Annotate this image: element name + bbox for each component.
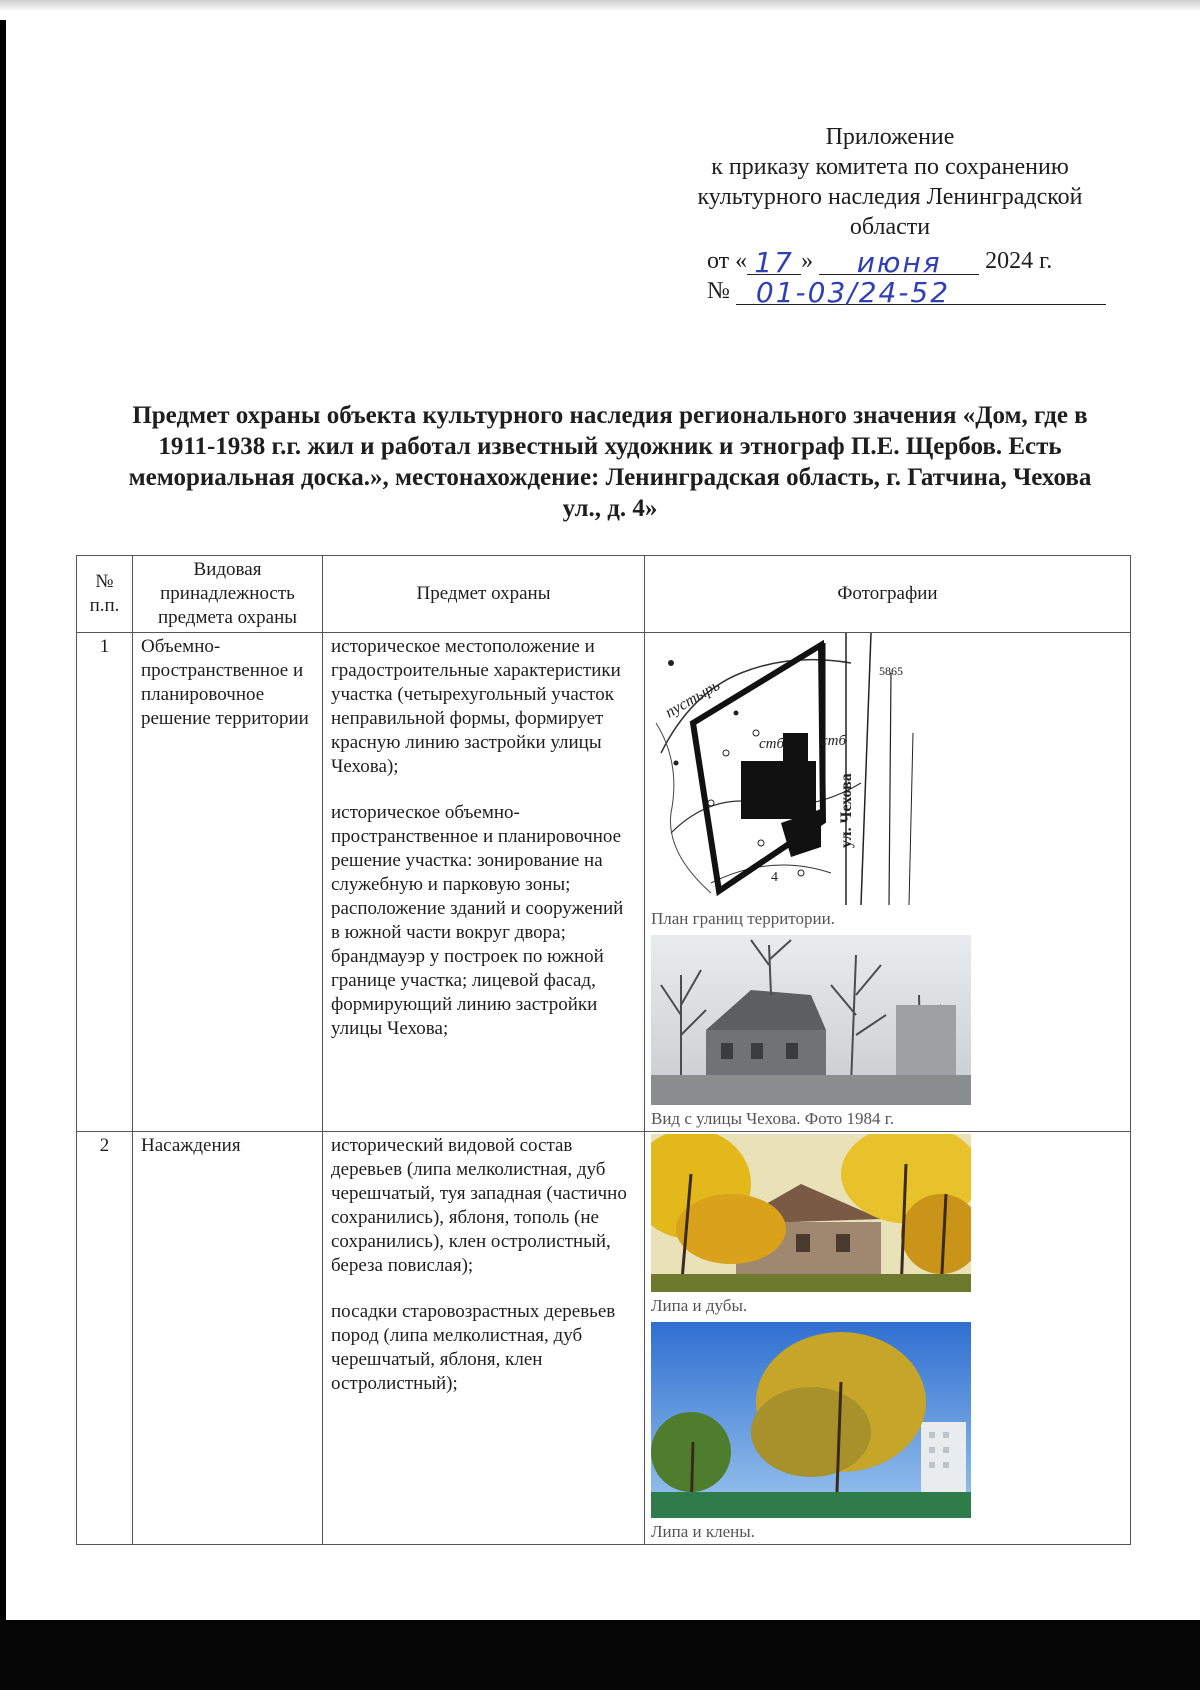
date-day-handwritten: 17	[754, 246, 794, 279]
table-header-row	[77, 556, 1131, 633]
date-mid: »	[801, 248, 814, 274]
order-number-line	[707, 276, 1106, 309]
linden-maples-photo	[651, 1322, 971, 1518]
appendix-line: к приказу комитета по сохранению	[711, 154, 1069, 180]
row-photos	[645, 633, 1131, 1132]
subject-paragraph: историческое местоположение и градостроительные характеристики участка (четырехугольный участок неправильной формы, формирует красную линию застройки улицы Чехова);	[331, 636, 621, 777]
photo-caption: Липа и клены.	[651, 1522, 755, 1541]
row-type: Насаждения	[133, 1132, 323, 1545]
map-label-code: 5865	[879, 664, 903, 678]
photo-caption: Вид с улицы Чехова. Фото 1984 г.	[651, 1109, 895, 1128]
protection-subject-table	[76, 555, 1131, 1545]
number-prefix: №	[707, 278, 730, 304]
document-title: Предмет охраны объекта культурного наследия регионального значения «Дом, где в 1911-1938 г.г. жил и работал известный художник и этнограф П.Е. Щербов. Есть мемориальная доска.», местонахождение: Ленинградская область, г. Гатчина, Чехова ул., д. 4»	[128, 402, 1092, 522]
row-number: 2	[77, 1132, 133, 1545]
header-photos: Фотографии	[645, 556, 1131, 633]
date-prefix: от «	[707, 248, 748, 274]
scan-top-shadow	[0, 0, 1200, 12]
row-subject	[323, 633, 645, 1132]
scan-bottom-band	[0, 1620, 1200, 1690]
row-type: Объемно-пространственное и планировочное решение территории	[133, 633, 323, 1132]
order-number-handwritten: 01-03/24-52	[755, 276, 951, 309]
header-subject: Предмет охраны	[323, 556, 645, 633]
table-row	[77, 633, 1131, 1132]
map-label-stb-2: стб	[821, 733, 847, 749]
order-date-line	[707, 246, 1053, 279]
subject-paragraph: историческое объемно-пространственное и планировочное решение участка: зонирование на служебную и парковую зоны; расположение зданий и сооружений в южной части вокруг двора; брандмауэр у построек по южной границе участка; лицевой фасад, формирующий линию застройки улицы Чехова;	[331, 802, 624, 1039]
street-view-photo-1984	[651, 935, 971, 1105]
date-year: 2024 г.	[985, 248, 1053, 274]
photo-caption: Липа и дубы.	[651, 1296, 748, 1315]
header-num: № п.п.	[77, 556, 133, 633]
appendix-header	[650, 122, 1130, 242]
map-label-house: 4	[771, 870, 778, 885]
row-number: 1	[77, 633, 133, 1132]
photo-caption: План границ территории.	[651, 909, 835, 928]
date-month-handwritten: июня	[856, 246, 942, 279]
subject-paragraph: посадки старовозрастных деревьев пород (липа мелколистная, дуб черешчатый, яблоня, клен остролистный);	[331, 1301, 616, 1394]
appendix-line: культурного наследия Ленинградской	[697, 184, 1083, 210]
map-label-street: ул. Чехова	[838, 773, 855, 848]
map-label-stb: стб	[759, 736, 785, 752]
map-label-wasteland: пустырь	[662, 676, 723, 722]
subject-paragraph: исторический видовой состав деревьев (липа мелколистная, дуб черешчатый, туя западная (частично сохранились), яблоня, тополь (не сохранились), клен остролистный, береза повислая);	[331, 1135, 627, 1276]
appendix-line: Приложение	[825, 124, 955, 150]
site-plan-map	[651, 633, 971, 905]
row-subject	[323, 1132, 645, 1545]
row-photos	[645, 1132, 1131, 1545]
appendix-line: области	[849, 214, 931, 240]
header-type: Видовая принадлежность предмета охраны	[133, 556, 323, 633]
linden-oaks-photo	[651, 1134, 971, 1292]
scan-left-edge	[0, 20, 6, 1620]
table-row	[77, 1132, 1131, 1545]
